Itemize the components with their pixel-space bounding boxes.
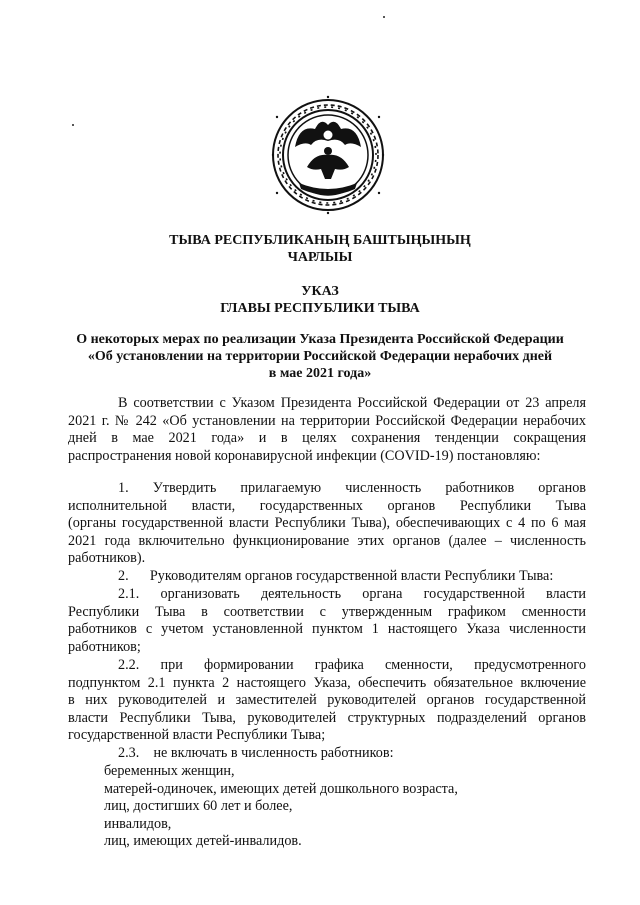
subject-line-3: в мае 2021 года» [268,366,372,381]
doc-type-line-1: УКАЗ [301,284,339,299]
item-2-2-line: государственной власти Республики Тыва; [68,727,326,744]
item-2-1-paragraph [68,586,586,656]
document-subject [0,331,640,382]
item-2-2-paragraph [68,657,586,745]
scan-speck [72,124,74,126]
item-2-2-line: подпунктом 2.1 пункта 2 настоящего Указа, обеспечить обязательное включение [68,674,586,691]
item-2-line: 2. Руководителям органов государственной власти Республики Тыва: [118,568,554,584]
item-2-3-line: 2.3. не включать в численность работников: [118,745,394,761]
issuer-line-2: ЧАРЛЫЫ [287,250,353,265]
list-item: беременных женщин, [104,763,235,779]
item-2-3-paragraph [68,745,586,763]
list-item: лиц, имеющих детей-инвалидов. [104,833,302,849]
list-item: матерей-одиночек, имеющих детей дошкольного возраста, [104,781,458,797]
preamble-line: дней в мае 2021 года» и в целях сохранения тенденции сокращения [68,430,586,447]
item-1-line: (органы государственной власти Республики Тыва), обеспечивающих с 4 по 6 мая [68,515,586,532]
subject-line-1: О некоторых мерах по реализации Указа Президента Российской Федерации [76,332,564,347]
preamble-line: 2021 г. № 242 «Об установлении на территории Российской Федерации нерабочих [68,412,586,429]
scan-speck [383,16,385,18]
item-2-1-line: работников; [68,638,141,655]
item-2-1-line: 2.1. организовать деятельность органа государственной власти [118,586,586,602]
issuer-line-1: ТЫВА РЕСПУБЛИКАНЫҢ БАШТЫҢЫНЫҢ [169,233,471,248]
preamble-paragraph [68,395,586,465]
item-1-line: работников). [68,550,146,567]
item-2-paragraph [68,568,586,586]
issuer-title-tuvan [0,232,640,266]
document-type-title [0,283,640,317]
item-2-1-line: Республики Тыва в соответствии с утвержденным графиком сменности [68,603,586,620]
preamble-line: распространения новой коронавирусной инфекции (COVID-19) постановляю: [68,447,541,464]
subject-line-2: «Об установлении на территории Российской Федерации нерабочих дней [87,349,553,364]
item-1-line: 2021 года включительно функционирование этих органов (далее – численность [68,532,586,549]
preamble-line: В соответствии с Указом Президента Российской Федерации от 23 апреля [118,395,586,411]
item-2-2-line: власти Республики Тыва, руководителей структурных подразделений органов [68,709,586,726]
item-2-1-line: работников с учетом установленной пунктом 1 настоящего Указа численности [68,621,586,638]
item-2-2-line: 2.2. при формировании графика сменности, предусмотренного [118,657,586,673]
coat-of-arms-seal [255,95,401,215]
list-item: инвалидов, [104,816,172,832]
item-1-line: исполнительной власти, государственных органов Республики Тыва [68,497,586,514]
item-1-line: 1. Утвердить прилагаемую численность работников органов [118,480,586,496]
doc-type-line-2: ГЛАВЫ РЕСПУБЛИКИ ТЫВА [220,301,420,316]
list-item: лиц, достигших 60 лет и более, [104,798,293,814]
item-2-2-line: в них руководителей и заместителей руководителей органов государственной [68,692,586,709]
item-1-paragraph [68,480,586,568]
